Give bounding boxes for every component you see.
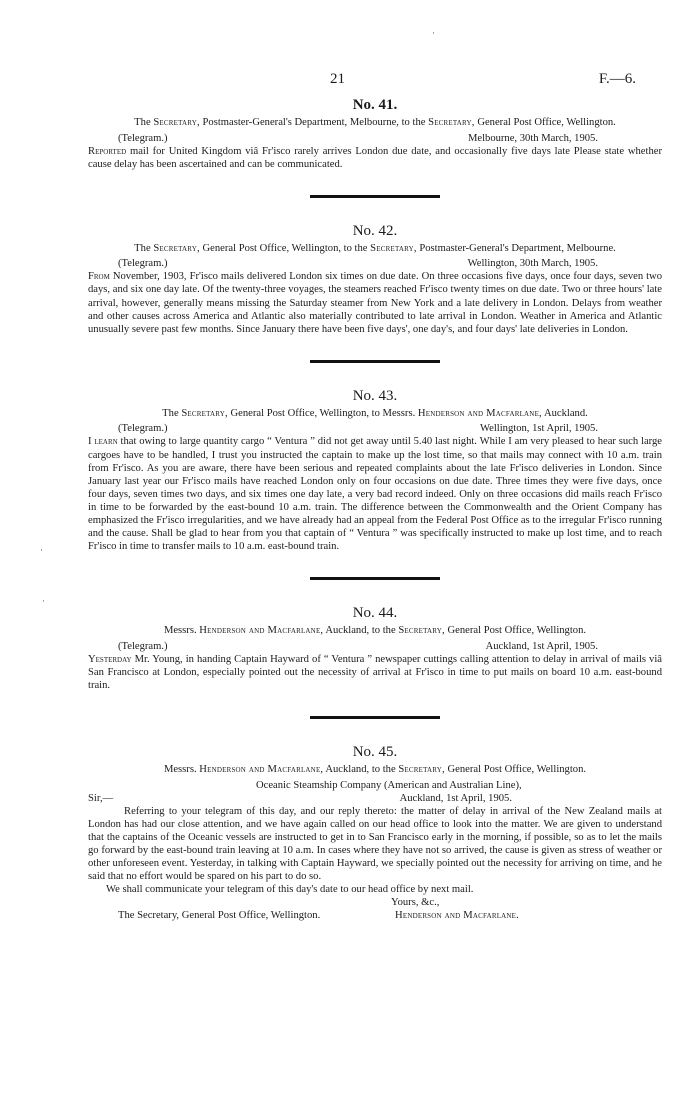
letter-meta xyxy=(88,640,662,653)
letter-meta xyxy=(88,792,662,805)
letter-body-closing-para: We shall communicate your telegram of this day's date to our head office by next mail. xyxy=(106,884,474,896)
letter-45 xyxy=(88,744,662,923)
section-divider xyxy=(310,195,440,198)
letter-number: No. 42. xyxy=(352,222,398,239)
letter-heading: The Secretary, Postmaster-General's Department, Melbourne, to the Secretary, General Post Office, Wellington. xyxy=(134,117,616,128)
letter-type: (Telegram.) xyxy=(118,258,168,270)
letter-date: Auckland, 1st April, 1905. xyxy=(399,792,512,804)
letter-body: Yesterday Mr. Young, in handing Captain Hayward of “ Ventura ” newspaper cuttings calling attention to delay in arrival of mails viâ San Francisco at London, especially pointed out the necessity of arrival at Fr'isco in time to put mails on board 10 a.m. east-bound train. xyxy=(88,653,662,692)
letter-date: Wellington, 1st April, 1905. xyxy=(479,423,598,435)
salutation: Sir,— xyxy=(88,792,114,804)
company-line: Oceanic Steamship Company (American and Australian Line), xyxy=(256,779,522,791)
letter-41 xyxy=(88,97,662,171)
page-reference: F.—6. xyxy=(598,71,636,87)
letter-meta xyxy=(88,422,662,435)
letter-meta xyxy=(88,257,662,270)
letter-number: No. 45. xyxy=(352,744,398,761)
letter-number: No. 44. xyxy=(352,605,398,622)
letter-44 xyxy=(88,605,662,692)
page-number: 21 xyxy=(330,71,345,87)
letter-type: (Telegram.) xyxy=(118,423,168,435)
letter-date: Wellington, 30th March, 1905. xyxy=(467,258,598,270)
letter-number: No. 41. xyxy=(352,97,398,113)
addressee: The Secretary, General Post Office, Wellington. xyxy=(118,910,321,922)
letter-heading: Messrs. Henderson and Macfarlane, Auckland, to the Secretary, General Post Office, Wellington. xyxy=(163,625,587,637)
letter-number: No. 43. xyxy=(352,387,398,404)
section-divider xyxy=(310,716,440,719)
letter-date: Melbourne, 30th March, 1905. xyxy=(467,132,598,144)
letter-body: Referring to your telegram of this day, and our reply thereto: the matter of delay in arrival of the New Zealand mails at London has had our close attention, and we have again called on our head office to look into the matter. We are given to understand that the captains of the Oceanic vessels are instructed to get in to San Francisco early in the morning, if possible, so as to let the mails go forward by the east-bound train leaving at 10 a.m. In cases where they have not so arrived, the cause is given as stress of weather or other unforeseen event. Yesterday, in talking with Captain Hayward, we specially pointed out the necessity for arriving on time, and he said that no effort would be spared on his part to do so. xyxy=(88,805,662,883)
letter-meta xyxy=(88,132,662,145)
page-content xyxy=(88,97,662,923)
letter-heading: The Secretary, General Post Office, Wellington, to the Secretary, Postmaster-General's Department, Melbourne. xyxy=(134,242,616,254)
scan-speck: · xyxy=(432,28,435,38)
scan-speck: · xyxy=(42,596,45,606)
letter-body: I learn that owing to large quantity cargo “ Ventura ” did not get away until 5.40 last night. While I am very pleased to hear such large cargoes have to be handled, I trust you instructed the captain to make up the lost time, so that mails may connect with 10 a.m. train from Fr'isco. As you are aware, there have been serious and repeated complaints about the late Fr'isco deliveries in London. Since January last year our Fr'isco mails have reached London only on four occasions on due date. Three times they were five days, once four days, seven times two days, and six times one day late, a very bad record indeed. Only on three occasions did mails reach Fr'isco in time to be forwarded by the east-bound 10 a.m. train. The difference between the Commonwealth and the Orient Company has emphasized the Fr'isco irregularities, and we have already had an appeal from the Federal Post Office as to the irregular Fr'isco running and the cause. Shall be glad to hear from you that captain of “ Ventura ” was specifically instructed to make up lost time, and to reach Fr'isco in time to transfer mails to 10 a.m. east-bound train. xyxy=(88,436,662,553)
closing: Yours, &c., xyxy=(391,897,440,909)
letter-heading: The Secretary, General Post Office, Wellington, to Messrs. Henderson and Macfarlane, Auckland. xyxy=(162,407,588,419)
letter-body: Reported mail for United Kingdom viâ Fr'isco rarely arrives London due date, and occasionally five days late Please state whether cause delay has been ascertained and can be communicated. xyxy=(88,145,662,170)
signature-row xyxy=(88,909,662,923)
letter-42 xyxy=(88,223,662,336)
section-divider xyxy=(310,577,440,580)
signature: Henderson and Macfarlane. xyxy=(395,910,519,922)
letter-date: Auckland, 1st April, 1905. xyxy=(485,640,598,652)
letter-43 xyxy=(88,388,662,553)
letter-body: From November, 1903, Fr'isco mails delivered London six times on due date. On three occasions five days, once four days, seven two days, and six one day late. Of the twenty-three voyages, the steamers reached Fr'isco twenty times on due date. Two or three hours' late arrival, however, generally means missing the Saturday steamer from New York and a late delivery in London. Delays from weather and other causes across America and Atlantic also materially contributed to late arrival in London. Weather in America and Atlantic unusually severe past few months. Since January there have been five days', one day's, and four days' late deliveries in London. xyxy=(88,271,662,335)
scan-speck: · xyxy=(40,545,43,555)
letter-heading: Messrs. Henderson and Macfarlane, Auckland, to the Secretary, General Post Office, Wellington. xyxy=(163,764,587,776)
letter-type: (Telegram.) xyxy=(118,132,168,144)
section-divider xyxy=(310,360,440,363)
letter-type: (Telegram.) xyxy=(118,640,168,652)
